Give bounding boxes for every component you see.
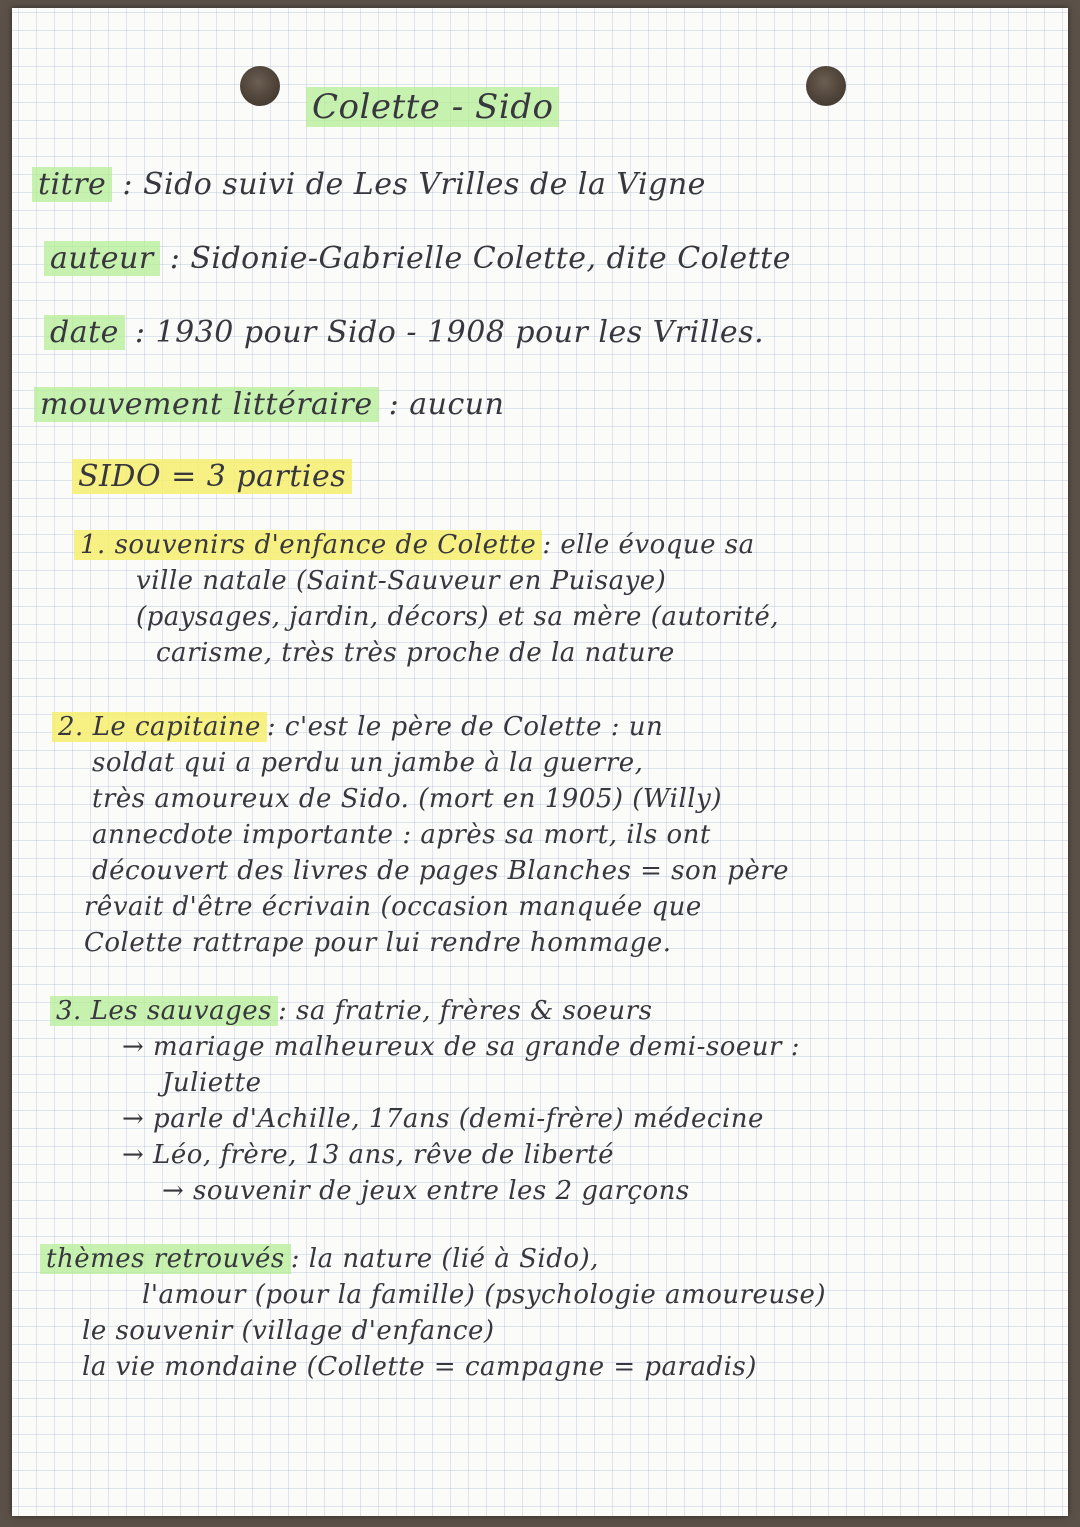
part2-line-4: découvert des livres de pages Blanches = son père [92, 856, 790, 886]
part2-title: 2. Le capitaine [52, 712, 267, 742]
part1-line-2: (paysages, jardin, décors) et sa mère (autorité, [136, 602, 780, 632]
part1-line-1: ville natale (Saint-Sauveur en Puisaye) [136, 566, 667, 596]
part1-line-0: : elle évoque sa [542, 530, 755, 560]
page-title: Colette - Sido [306, 87, 559, 127]
field-auteur-label: auteur [44, 241, 160, 276]
themes-line-0: : la nature (lié à Sido), [290, 1244, 599, 1274]
field-mouvement-value: : aucun [388, 387, 505, 422]
part3-line-0: : sa fratrie, frères & soeurs [277, 996, 653, 1026]
part3-line-2: Juliette [162, 1068, 262, 1098]
field-date-value: : 1930 pour Sido - 1908 pour les Vrilles. [134, 315, 765, 350]
part3-line-1: → mariage malheureux de sa grande demi-soeur : [122, 1032, 800, 1062]
notebook-page [12, 8, 1068, 1516]
part2-line-1: soldat qui a perdu un jambe à la guerre, [92, 748, 644, 778]
part2-first-line [52, 712, 663, 742]
parts-heading: SIDO = 3 parties [72, 459, 352, 494]
field-mouvement [34, 386, 504, 424]
themes-line-2: le souvenir (village d'enfance) [82, 1316, 495, 1346]
themes-line-1: l'amour (pour la famille) (psychologie amoureuse) [142, 1280, 827, 1310]
part2-line-0: : c'est le père de Colette : un [266, 712, 664, 742]
field-date-label: date [44, 315, 125, 350]
field-mouvement-label: mouvement littéraire [34, 387, 379, 422]
field-auteur-value: : Sidonie-Gabrielle Colette, dite Colette [169, 241, 791, 276]
themes-first-line [40, 1244, 599, 1274]
themes-line-3: la vie mondaine (Collette = campagne = paradis) [82, 1352, 757, 1382]
part2-line-6: Colette rattrape pour lui rendre hommage. [84, 928, 672, 958]
part1-first-line [74, 530, 755, 560]
part1-line-3: carisme, très très proche de la nature [156, 638, 675, 668]
part2-line-3: annecdote importante : après sa mort, ils ont [92, 820, 711, 850]
binder-hole-left [240, 66, 280, 106]
part3-line-5: → souvenir de jeux entre les 2 garçons [162, 1176, 690, 1206]
field-auteur [44, 240, 791, 278]
field-date [44, 314, 764, 352]
part3-first-line [50, 996, 652, 1026]
themes-label: thèmes retrouvés [40, 1244, 291, 1274]
page-title-row [306, 88, 559, 126]
binder-hole-right [806, 66, 846, 106]
part2-line-5: rêvait d'être écrivain (occasion manquée que [84, 892, 702, 922]
part3-title: 3. Les sauvages [50, 996, 278, 1026]
field-titre-value: : Sido suivi de Les Vrilles de la Vigne [122, 167, 706, 202]
part2-line-2: très amoureux de Sido. (mort en 1905) (Willy) [92, 784, 722, 814]
part3-line-4: → Léo, frère, 13 ans, rêve de liberté [122, 1140, 615, 1170]
field-titre-label: titre [32, 167, 112, 202]
part1-title: 1. souvenirs d'enfance de Colette [74, 530, 542, 560]
part3-line-3: → parle d'Achille, 17ans (demi-frère) médecine [122, 1104, 764, 1134]
field-titre [32, 166, 706, 204]
parts-heading-row [72, 458, 352, 496]
